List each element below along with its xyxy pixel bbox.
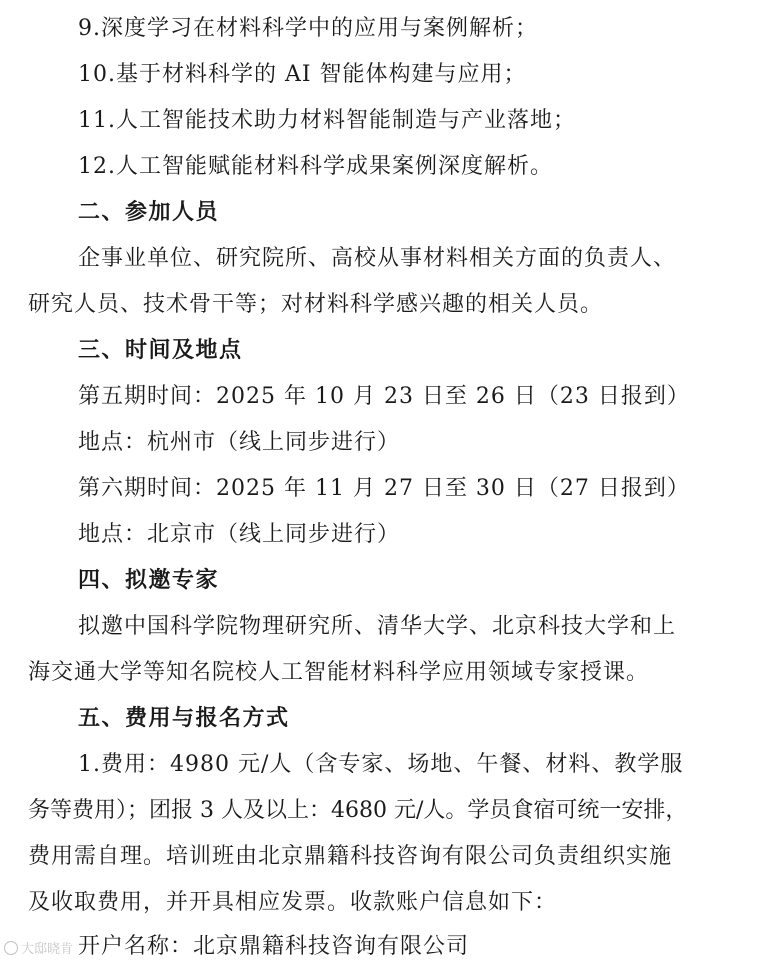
- item-9: 9.深度学习在材料科学中的应用与案例解析；: [78, 16, 538, 41]
- experts-text-2: 海交通大学等知名院校人工智能材料科学应用领域专家授课。: [28, 660, 650, 685]
- section-heading-fees: 五、费用与报名方式: [78, 706, 290, 731]
- fees-text-2: 务等费用）；团报 3 人及以上：4680 元/人。学员食宿可统一安排，: [28, 798, 688, 823]
- session-6-place: 地点：北京市（线上同步进行）: [78, 522, 401, 547]
- section-heading-time-place: 三、时间及地点: [78, 338, 243, 363]
- experts-text-1: 拟邀中国科学院物理研究所、清华大学、北京科技大学和上: [78, 614, 677, 639]
- item-10: 10.基于材料科学的 AI 智能体构建与应用；: [78, 62, 527, 87]
- account-name: 开户名称：北京鼎籍科技咨询有限公司: [78, 934, 470, 959]
- session-5-place: 地点：杭州市（线上同步进行）: [78, 430, 401, 455]
- item-11: 11.人工智能技术助力材料智能制造与产业落地；: [78, 108, 576, 133]
- fees-text-4: 及收取费用，并开具相应发票。收款账户信息如下：: [28, 890, 558, 915]
- section-heading-participants: 二、参加人员: [78, 200, 220, 225]
- participants-text-2: 研究人员、技术骨干等；对材料科学感兴趣的相关人员。: [28, 292, 604, 317]
- participants-text-1: 企事业单位、研究院所、高校从事材料相关方面的负责人、: [78, 246, 677, 271]
- watermark-logo-icon: [4, 941, 18, 955]
- fees-text-3: 费用需自理。培训班由北京鼎籍科技咨询有限公司负责组织实施: [28, 844, 673, 869]
- session-6-time: 第六期时间：2025 年 11 月 27 日至 30 日（27 日报到）: [78, 476, 690, 501]
- section-heading-experts: 四、拟邀专家: [78, 568, 220, 593]
- session-5-time: 第五期时间：2025 年 10 月 23 日至 26 日（23 日报到）: [78, 384, 690, 409]
- watermark: [4, 938, 73, 957]
- watermark-text: 大邸晓肯: [21, 942, 74, 957]
- fees-text-1: 1.费用：4980 元/人（含专家、场地、午餐、材料、教学服: [78, 752, 684, 777]
- item-12: 12.人工智能赋能材料科学成果案例深度解析。: [78, 154, 553, 179]
